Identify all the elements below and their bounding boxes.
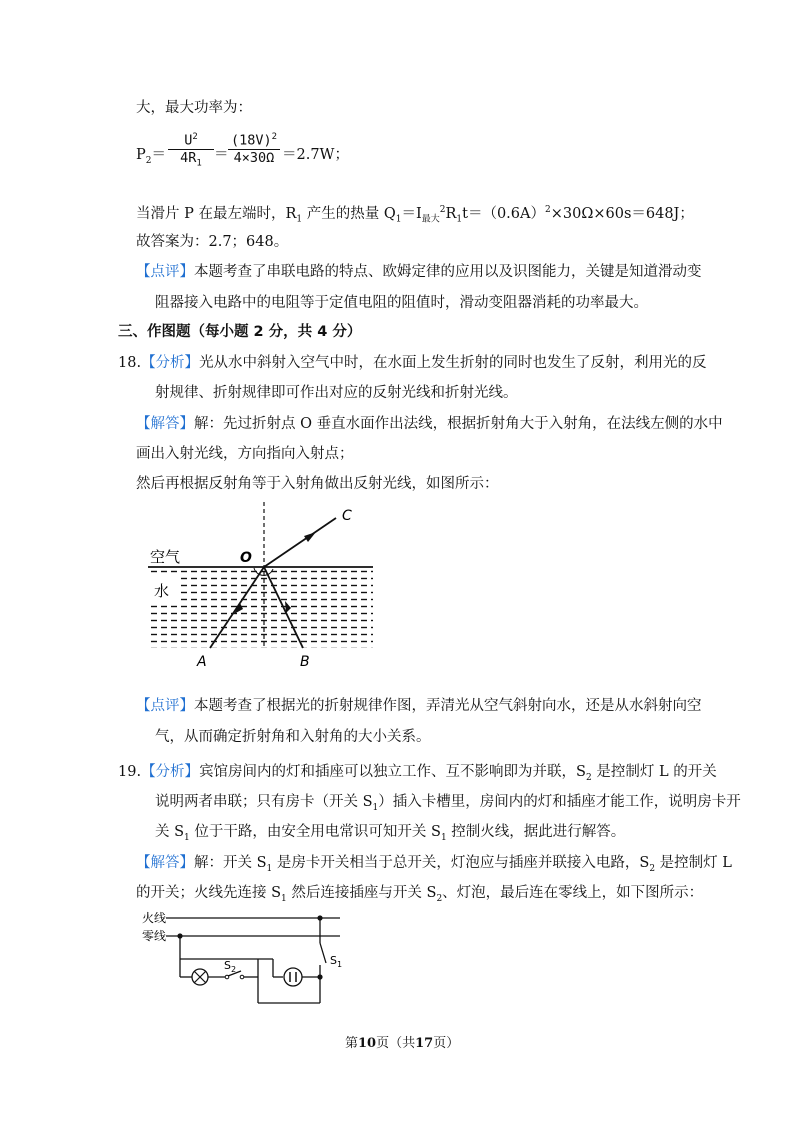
q18-review-line2: 气，从而确定折射角和入射角的大小关系。 [155, 729, 431, 745]
label-B: B [300, 654, 310, 670]
q19-analysis-line2: 说明两者串联；只有房卡（开关 $S_1$）插入卡槽里，房间内的灯和插座才能工作，说明房卡开 [155, 794, 741, 813]
refraction-diagram [140, 498, 380, 670]
page-footer: 第10页（共17页） [345, 1036, 460, 1051]
label-O: O [240, 550, 252, 566]
q18-solution-line2: 画出入射光线，方向指向入射点； [136, 446, 354, 462]
q19-solution-line2: 的开关；火线先连接 $S_1$ 然后连接插座与开关 $S_2$、灯泡，最后连在零线上，如下图所示： [136, 885, 704, 904]
label-live-wire: 火线 [142, 911, 167, 925]
q19-analysis-line3: 关 $S_1$ 位于干路，由安全用电常识可知开关 $S_1$ 控制火线，据此进行解答。 [155, 824, 626, 843]
label-water: 水 [154, 582, 170, 600]
review-17-line2: 阻器接入电路中的电阻等于定值电阻的阻值时，滑动变阻器消耗的功率最大。 [155, 295, 648, 311]
q18-analysis-line2: 射规律、折射规律即可作出对应的反射光线和折射光线。 [155, 385, 518, 401]
formula-result: ＝2.7W； [282, 147, 349, 163]
refracted-ray [264, 518, 336, 567]
label-A: A [197, 654, 207, 670]
formula-p2-lhs: $P_2=$ [136, 147, 166, 166]
q18-solution-line1: 【解答】解：先过折射点 O 垂直水面作出法线，根据折射角大于入射角，在法线左侧的水中 [136, 416, 723, 432]
refracted-arrow [304, 532, 316, 542]
formula-eq-2: ＝ [214, 147, 229, 163]
formula-fraction-2: $\frac{(18V)^2}{4\times 30\Omega}$ [228, 132, 280, 166]
section-heading-3: 三、作图题（每小题 2 分，共 4 分） [118, 324, 362, 340]
formula-fraction-1: $\frac{U^2}{4R_1}$ [168, 132, 214, 168]
socket [284, 968, 302, 986]
label-neutral-wire: 零线 [142, 929, 167, 943]
q18-review-line1: 【点评】本题考查了根据光的折射规律作图，弄清光从空气斜射向水，还是从水斜射向空 [136, 698, 702, 714]
label-s1: $S_1$ [330, 954, 343, 969]
answer-17: 故答案为：2.7；648。 [136, 234, 289, 250]
label-air: 空气 [150, 548, 181, 566]
q18-solution-line3: 然后再根据反射角等于入射角做出反射光线，如图所示： [136, 476, 499, 492]
text-heat: 当滑片 P 在最左端时，$R_1$ 产生的热量 $Q_1=I_{最大}^2R_1t=(0.6A)^2\times 30\Omega\times 60s=648J$； [136, 205, 694, 225]
q18-analysis-line1: 18.【分析】光从水中斜射入空气中时，在水面上发生折射的同时也发生了反射，利用光的反 [118, 355, 707, 371]
q19-analysis-line1: 19.【分析】宾馆房间内的灯和插座可以独立工作、互不影响即为并联，$S_2$ 是控制灯 L 的开关 [118, 764, 717, 783]
q19-solution-line1: 【解答】解：开关 $S_1$ 是房卡开关相当于总开关，灯泡应与插座并联接入电路，$S_2$ 是控制灯 L [136, 855, 732, 874]
label-C: C [342, 508, 352, 524]
text-max-power: 大，最大功率为： [136, 100, 252, 116]
water-region [148, 568, 373, 648]
switch-s1 [320, 943, 326, 963]
label-s2: $S_2$ [224, 959, 237, 974]
review-17-line1: 【点评】本题考查了串联电路的特点、欧姆定律的应用以及识图能力，关键是知道滑动变 [136, 264, 702, 280]
circuit-diagram [140, 907, 360, 1011]
